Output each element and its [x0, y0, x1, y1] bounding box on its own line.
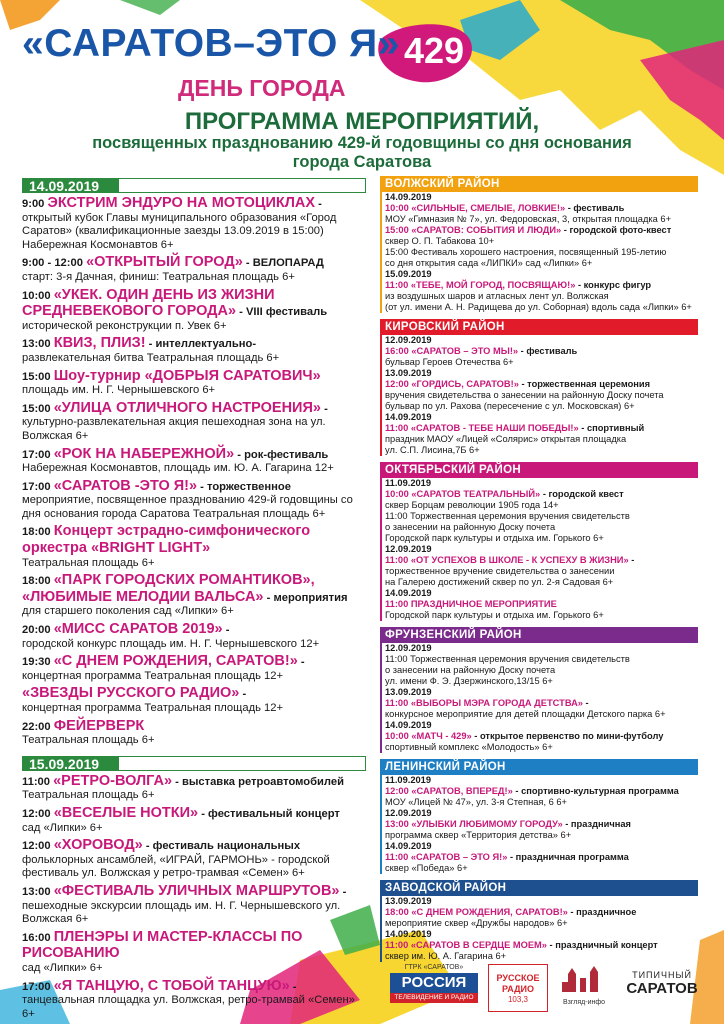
event-name: «РЕТРО-ВОЛГА» — [53, 772, 173, 789]
district-line-main: со дня открытия сада «ЛИПКИ» сад «Липки» 6+ — [385, 258, 593, 268]
district-line-main: сквер «Победа» 6+ — [385, 863, 468, 873]
district-line-main: 11:00 «ВЫБОРЫ МЭРА ГОРОДА ДЕТСТВА» — [385, 698, 583, 708]
district-line-main: МОУ «Лицей № 47», ул. 3-я Степная, 6 6+ — [385, 797, 567, 807]
district-line-main: 11:00 «САРАТОВ - ТЕБЕ НАШИ ПОБЕДЫ!» — [385, 423, 579, 433]
district-block — [380, 462, 698, 621]
district-line — [385, 775, 698, 786]
event-time: 9:00 - 12:00 — [22, 257, 83, 270]
event-tail: - — [320, 402, 328, 415]
district-line — [385, 533, 698, 544]
district-body — [380, 335, 698, 456]
header-title: «САРАТОВ–ЭТО Я» — [22, 22, 400, 65]
program-title: ПРОГРАММА МЕРОПРИЯТИЙ, — [184, 108, 540, 135]
event-time: 12:00 — [22, 840, 51, 853]
event-description: старт: 3-я Дачная, финиш: Театральная площадь 6+ — [22, 270, 295, 283]
district-line — [385, 830, 698, 841]
district-line-main: 11:00 «ТЕБЕ, МОЙ ГОРОД, ПОСВЯЩАЮ!» — [385, 280, 576, 290]
district-line — [385, 599, 698, 610]
district-line-main: 11:00 «ОТ УСПЕХОВ В ШКОЛЕ - К УСПЕХУ В ЖИЗНИ» — [385, 555, 629, 565]
event-description: для старшего поколения сад «Липки» 6+ — [22, 605, 234, 618]
district-line — [385, 390, 698, 401]
event-item — [22, 773, 366, 803]
district-line-main: 11:00 Торжественная церемония вручения свидетельств — [385, 654, 630, 664]
district-line — [385, 786, 698, 797]
event-item — [22, 718, 366, 748]
event-description: фольклорных ансамблей, «ИГРАЙ, ГАРМОНЬ» - городской фестиваль ул. Волжская у ретро-трамвая «Семен» 6+ — [22, 853, 330, 880]
district-line-tail: - праздничное — [567, 907, 637, 917]
district-line-main: 11:00 ПРАЗДНИЧНОЕ МЕРОПРИЯТИЕ — [385, 599, 557, 609]
program-subtitle — [0, 134, 724, 172]
event-tail: - — [339, 885, 347, 898]
event-description: танцевальная площадка ул. Волжская, ретро-трамвай «Семен» 6+ — [22, 994, 355, 1020]
event-name: «УЛИЦА ОТЛИЧНОГО НАСТРОЕНИЯ» — [53, 399, 321, 416]
district-line — [385, 522, 698, 533]
district-line-main: конкурсное мероприятие для детей площадки Детского парка 6+ — [385, 709, 666, 719]
event-name: «С ДНЕМ РОЖДЕНИЯ, САРАТОВ!» — [53, 653, 298, 670]
district-line — [385, 214, 698, 225]
event-name: ЭКСТРИМ ЭНДУРО НА МОТОЦИКЛАХ — [47, 195, 316, 211]
event-name: ПЛЕНЭРЫ И МАСТЕР-КЛАССЫ ПО РИСОВАНИЮ — [22, 928, 303, 962]
tipichny-label: ТИПИЧНЫЙ — [632, 970, 692, 980]
district-line-main: на Галерею достижений сквер по ул. 2-я Садовая 6+ — [385, 577, 614, 587]
district-body — [380, 192, 698, 313]
district-line-main: из воздушных шаров и атласных лент ул. Волжская — [385, 291, 609, 301]
district-line-main: 15.09.2019 — [385, 269, 432, 279]
event-headline — [22, 335, 366, 352]
district-line-tail: - фестиваль — [565, 203, 625, 213]
event-description: Театральная площадь 6+ — [22, 789, 155, 802]
district-line — [385, 896, 698, 907]
district-line — [385, 368, 698, 379]
district-line-main: бульвар по ул. Рахова (пересечение с ул. Московская) 6+ — [385, 401, 635, 411]
event-time: 19:30 — [22, 656, 51, 669]
district-line-main: торжественное вручение свидетельства о занесении — [385, 566, 615, 576]
event-tail: - — [239, 688, 247, 701]
district-header: ФРУНЗЕНСКИЙ РАЙОН — [380, 627, 698, 643]
event-headline — [22, 653, 366, 670]
district-line-main: Городской парк культуры и отдыха им. Горького 6+ — [385, 533, 604, 543]
event-description: Театральная площадь 6+ — [22, 556, 155, 569]
event-headline — [22, 400, 366, 417]
event-item — [22, 621, 366, 651]
event-headline — [22, 718, 366, 735]
event-name: «ЗВЕЗДЫ РУССКОГО РАДИО» — [22, 685, 240, 702]
event-time: 12:00 — [22, 807, 51, 820]
district-line — [385, 401, 698, 412]
event-name: «МИСС САРАТОВ 2019» — [53, 621, 223, 638]
gtrk-label: ГТРК «САРАТОВ» — [404, 964, 464, 971]
event-description: Набережная Космонавтов, площадь им. Ю. А. Гагарина 12+ — [22, 462, 334, 475]
date-bar-day1 — [22, 178, 366, 193]
event-item — [22, 653, 366, 683]
district-line — [385, 269, 698, 280]
event-description: площадь им. Н. Г. Чернышевского 6+ — [22, 384, 216, 397]
district-line-main: сквер О. П. Табакова 10+ — [385, 236, 495, 246]
district-line-main: 15:00 «САРАТОВ: СОБЫТИЯ И ЛЮДИ» — [385, 225, 562, 235]
district-line — [385, 225, 698, 236]
district-line — [385, 951, 698, 962]
district-line-main: о занесении на районную Доску почета — [385, 522, 556, 532]
district-line-main: бульвар Героев Отечества 6+ — [385, 357, 514, 367]
district-line — [385, 863, 698, 874]
date-bar-day2 — [22, 756, 366, 771]
district-line-main: 13.09.2019 — [385, 687, 432, 697]
district-line-tail: - городской фото-квест — [561, 225, 672, 235]
event-headline — [22, 929, 366, 962]
district-line — [385, 731, 698, 742]
event-headline — [22, 621, 366, 638]
district-body — [380, 643, 698, 753]
district-line-main: 12.09.2019 — [385, 808, 432, 818]
district-line — [385, 808, 698, 819]
event-time: 15:00 — [22, 370, 51, 383]
gtrk-russia-logo — [390, 964, 478, 1012]
russia-label: РОССИЯ — [390, 973, 478, 993]
event-tail: - рок-фестиваль — [234, 448, 329, 461]
event-item — [22, 335, 366, 365]
event-item — [22, 978, 366, 1022]
district-line — [385, 797, 698, 808]
event-tail: - — [289, 980, 297, 993]
district-line-tail: - праздничный концерт — [546, 940, 658, 950]
district-block — [380, 627, 698, 753]
event-name: Шоу-турнир «ДОБРЫЯ САРАТОВИЧ» — [53, 367, 321, 384]
district-line — [385, 445, 698, 456]
district-line-tail: - спортивно-культурная программа — [512, 786, 679, 796]
district-line-main: ул. С.П. Лисина,7Б 6+ — [385, 445, 480, 455]
sponsor-logos — [390, 964, 710, 1014]
district-line-main: 14.09.2019 — [385, 588, 432, 598]
event-name: «ОТКРЫТЫЙ ГОРОД» — [86, 254, 243, 271]
event-item — [22, 254, 366, 284]
event-item — [22, 523, 366, 570]
event-headline — [22, 773, 366, 790]
district-line — [385, 687, 698, 698]
event-item — [22, 805, 366, 835]
date-day1: 14.09.2019 — [29, 178, 100, 194]
event-item — [22, 287, 366, 334]
event-time: 17:00 — [22, 448, 51, 461]
district-line-tail: - спортивный — [578, 423, 645, 433]
event-tail: - — [222, 624, 230, 637]
district-header: ЗАВОДСКОЙ РАЙОН — [380, 880, 698, 896]
district-line-main: 11:00 «САРАТОВ – ЭТО Я!» — [385, 852, 508, 862]
city-skyline-icon — [558, 964, 610, 994]
district-line — [385, 335, 698, 346]
event-name: «УКЕК. ОДИН ДЕНЬ ИЗ ЖИЗНИ СРЕДНЕВЕКОВОГО ГОРОДА» — [22, 286, 275, 320]
district-line — [385, 566, 698, 577]
district-line — [385, 379, 698, 390]
event-headline — [22, 805, 366, 822]
event-item — [22, 446, 366, 476]
district-line-main: сквер Борцам революции 1905 года 14+ — [385, 500, 559, 510]
event-headline — [22, 978, 366, 995]
event-description: мероприятие, посвященное празднованию 429-й годовщины со дня основания города Саратова Театральная площадь 6+ — [22, 494, 353, 520]
district-line-main: 10:00 «САРАТОВ ТЕАТРАЛЬНЫЙ» — [385, 489, 541, 499]
district-line-main: 12.09.2019 — [385, 544, 432, 554]
district-line — [385, 907, 698, 918]
event-description: концертная программа Театральная площадь 12+ — [22, 702, 284, 714]
district-line-main: 12:00 «ГОРДИСЬ, САРАТОВ!» — [385, 379, 519, 389]
event-time: 13:00 — [22, 885, 51, 898]
program-subtitle-line-2: города Саратова — [292, 153, 432, 171]
event-description: Театральная площадь 6+ — [22, 734, 155, 747]
district-line — [385, 577, 698, 588]
event-item — [22, 837, 366, 881]
district-line — [385, 588, 698, 599]
event-tail: - мероприятия — [263, 591, 348, 604]
event-item — [22, 685, 366, 715]
district-line-main: спортивный комплекс «Молодость» 6+ — [385, 742, 553, 752]
district-line — [385, 819, 698, 830]
event-item — [22, 368, 366, 398]
district-block — [380, 880, 698, 962]
district-line — [385, 544, 698, 555]
district-line — [385, 918, 698, 929]
district-body — [380, 896, 698, 962]
event-description: развлекательная битва Театральная площадь 6+ — [22, 351, 280, 364]
district-line — [385, 236, 698, 247]
district-line-main: 18:00 «С ДНЕМ РОЖДЕНИЯ, САРАТОВ!» — [385, 907, 568, 917]
district-line — [385, 643, 698, 654]
district-line — [385, 357, 698, 368]
event-headline — [22, 446, 366, 463]
saratov-label: САРАТОВ — [626, 980, 698, 997]
date-day2: 15.09.2019 — [29, 755, 100, 772]
event-description: городской конкурс площадь им. Н. Г. Чернышевского 12+ — [22, 637, 320, 650]
event-tail: - фестивальный концерт — [198, 807, 340, 820]
district-line-main: 11:00 «САРАТОВ В СЕРДЦЕ МОЕМ» — [385, 940, 547, 950]
header-number: 429 — [404, 30, 465, 71]
district-line-main: 11.09.2019 — [385, 478, 432, 488]
district-line — [385, 940, 698, 951]
russia-sublabel: ТЕЛЕВИДЕНИЕ И РАДИО — [390, 993, 478, 1003]
event-time: 17:00 — [22, 980, 51, 993]
tipichny-saratov-logo — [622, 970, 702, 1010]
district-line-main: 10:00 «СИЛЬНЫЕ, СМЕЛЫЕ, ЛОВКИЕ!» — [385, 203, 566, 213]
district-line — [385, 742, 698, 753]
event-name: КВИЗ, ПЛИЗ! — [53, 335, 146, 352]
event-tail: - выставка ретроавтомобилей — [172, 775, 344, 788]
district-line — [385, 423, 698, 434]
district-body — [380, 478, 698, 621]
district-line — [385, 280, 698, 291]
district-line-main: 14.09.2019 — [385, 192, 432, 202]
day2-event-list — [22, 773, 366, 1022]
event-headline — [22, 837, 366, 854]
event-name: ФЕЙЕРВЕРК — [53, 717, 145, 734]
district-line-main: 14.09.2019 — [385, 412, 432, 422]
event-name: «ВЕСЕЛЫЕ НОТКИ» — [53, 804, 199, 821]
district-line-main: (от ул. имени А. Н. Радищева до ул. Соборная) вдоль сада «Липки» 6+ — [385, 302, 692, 312]
event-headline — [22, 523, 366, 556]
event-name: «ПАРК ГОРОДСКИХ РОМАНТИКОВ», «ЛЮБИМЫЕ МЕЛОДИИ ВАЛЬСА» — [22, 572, 315, 605]
event-headline — [22, 883, 366, 900]
district-line — [385, 610, 698, 621]
event-name: «ФЕСТИВАЛЬ УЛИЧНЫХ МАРШРУТОВ» — [53, 882, 340, 899]
event-item — [22, 883, 366, 927]
district-line-main: 14.09.2019 — [385, 841, 432, 851]
district-line-main: МОУ «Гимназия № 7», ул. Федоровская, 3, открытая площадка 6+ — [385, 214, 672, 224]
event-headline — [22, 478, 366, 495]
district-line-main: 10:00 «МАТЧ - 429» — [385, 731, 472, 741]
district-line — [385, 500, 698, 511]
event-time: 13:00 — [22, 338, 51, 351]
event-item — [22, 478, 366, 522]
event-name: «ХОРОВОД» — [53, 837, 143, 854]
district-line-main: праздник МАОУ «Лицей «Солярис» открытая площадка — [385, 434, 627, 444]
district-line-tail: - открытое первенство по мини-футболу — [471, 731, 664, 741]
district-line-tail: - городской квест — [540, 489, 624, 499]
district-line-main: программа сквер «Территория детства» 6+ — [385, 830, 572, 840]
event-name: Концерт эстрадно-симфонического оркестра «BRIGHT LIGHT» — [22, 523, 311, 557]
event-description: открытый кубок Главы муниципального образования «Город Саратов» (квалификационные заезды 13.09.2019 в 15:00) Набережная Космонавтов 6+ — [22, 211, 337, 251]
district-line-main: 15:00 Фестиваль хорошего настроения, посвященный 195-летию — [385, 247, 667, 257]
program-subtitle-line-1: посвященных празднованию 429-й годовщины со дня основания — [92, 134, 632, 152]
event-time: 18:00 — [22, 526, 51, 539]
district-line — [385, 346, 698, 357]
district-line-main: 14.09.2019 — [385, 929, 432, 939]
vzglyad-label: Взгляд-инфо — [563, 999, 605, 1006]
district-line-tail: - — [628, 555, 635, 565]
event-tail: - торжественное — [197, 480, 291, 493]
district-line — [385, 511, 698, 522]
event-time: 22:00 — [22, 720, 51, 733]
event-description: сад «Липки» 6+ — [22, 961, 103, 974]
district-line-main: 13.09.2019 — [385, 368, 432, 378]
event-time: 9:00 — [22, 198, 45, 210]
district-line-tail: - фестиваль — [518, 346, 578, 356]
district-header: ВОЛЖСКИЙ РАЙОН — [380, 176, 698, 192]
district-line — [385, 676, 698, 687]
event-item — [22, 195, 366, 252]
event-headline — [22, 254, 366, 271]
event-headline — [22, 685, 366, 702]
district-line — [385, 852, 698, 863]
city-program-column — [22, 178, 366, 1021]
district-line-tail: - торжественная церемония — [518, 379, 651, 389]
district-line-main: 12.09.2019 — [385, 643, 432, 653]
district-line-tail: - конкурс фигур — [575, 280, 652, 290]
district-line — [385, 434, 698, 445]
district-block — [380, 176, 698, 313]
event-tail: - — [297, 656, 305, 669]
district-line-tail: - — [582, 698, 589, 708]
russkoe-radio-logo — [488, 964, 548, 1012]
district-line — [385, 302, 698, 313]
district-line — [385, 291, 698, 302]
vzglyad-info-logo — [558, 964, 610, 1012]
district-line — [385, 247, 698, 258]
event-tail: - — [315, 198, 322, 210]
district-line-main: 16:00 «САРАТОВ – ЭТО МЫ!» — [385, 346, 519, 356]
district-line — [385, 555, 698, 566]
districts-column — [380, 176, 698, 968]
district-header: КИРОВСКИЙ РАЙОН — [380, 319, 698, 335]
district-line — [385, 841, 698, 852]
district-line — [385, 654, 698, 665]
event-time: 18:00 — [22, 575, 51, 588]
event-tail: - интеллектуально- — [145, 338, 257, 351]
event-item — [22, 400, 366, 444]
district-line — [385, 258, 698, 269]
district-line-main: 13:00 «УЛЫБКИ ЛЮБИМОМУ ГОРОДУ» — [385, 819, 563, 829]
event-time: 20:00 — [22, 624, 51, 637]
district-header: ЛЕНИНСКИЙ РАЙОН — [380, 759, 698, 775]
event-name: «РОК НА НАБЕРЕЖНОЙ» — [53, 445, 235, 462]
district-line-main: 12.09.2019 — [385, 335, 432, 345]
district-line-main: вручения свидетельства о занесении на районную Доску почета — [385, 390, 664, 400]
event-description: культурно-развлекательная акция пешеходная зона на ул. Волжская 6+ — [22, 416, 326, 442]
event-headline — [22, 368, 366, 385]
district-line-main: 12:00 «САРАТОВ, ВПЕРЕД!» — [385, 786, 513, 796]
event-time: 10:00 — [22, 289, 51, 302]
district-line — [385, 929, 698, 940]
district-line-main: о занесении на районную Доску почета — [385, 665, 556, 675]
district-line-main: 11.09.2019 — [385, 775, 432, 785]
event-time: 16:00 — [22, 931, 51, 944]
district-line — [385, 478, 698, 489]
district-line — [385, 665, 698, 676]
district-line-tail: - праздничная — [562, 819, 631, 829]
event-item — [22, 929, 366, 976]
event-description: концертная программа Театральная площадь 12+ — [22, 669, 284, 682]
event-headline — [22, 195, 366, 212]
radio-frequency: 103,3 — [507, 995, 529, 1004]
district-line-tail: - праздничная программа — [507, 852, 629, 862]
day1-event-list — [22, 195, 366, 748]
event-headline — [22, 287, 366, 320]
district-line — [385, 698, 698, 709]
event-time: 17:00 — [22, 480, 51, 493]
event-description: исторической реконструкции п. Увек 6+ — [22, 319, 227, 332]
district-line-main: мероприятие сквер «Дружбы народов» 6+ — [385, 918, 568, 928]
header-subtitle: ДЕНЬ ГОРОДА — [178, 75, 346, 101]
district-line — [385, 412, 698, 423]
district-line-main: ул. имени Ф. Э. Дзержинского,13/15 6+ — [385, 676, 553, 686]
district-line-main: сквер им. Ю. А. Гагарина 6+ — [385, 951, 507, 961]
district-line — [385, 192, 698, 203]
event-description: пешеходные экскурсии площадь им. Н. Г. Чернышевского ул. Волжская 6+ — [22, 899, 341, 926]
district-line — [385, 709, 698, 720]
district-line-main: Городской парк культуры и отдыха им. Горького 6+ — [385, 610, 604, 620]
event-name: «САРАТОВ -ЭТО Я!» — [53, 477, 198, 494]
event-time: 15:00 — [22, 402, 51, 415]
district-line — [385, 720, 698, 731]
event-item — [22, 572, 366, 619]
district-line — [385, 203, 698, 214]
district-block — [380, 759, 698, 874]
district-line-main: 13.09.2019 — [385, 896, 432, 906]
event-headline — [22, 572, 366, 605]
district-block — [380, 319, 698, 456]
event-tail: - VIII фестиваль — [236, 306, 328, 319]
event-tail: - ВЕЛОПАРАД — [242, 257, 324, 270]
district-line-main: 14.09.2019 — [385, 720, 432, 730]
event-time: 11:00 — [22, 775, 50, 788]
radio-label: РУССКОЕ РАДИО — [496, 973, 540, 994]
district-line — [385, 489, 698, 500]
district-line-main: 11:00 Торжественная церемония вручения свидетельств — [385, 511, 630, 521]
event-tail: - фестиваль национальных — [142, 840, 301, 853]
event-name: «Я ТАНЦУЮ, С ТОБОЙ ТАНЦУЮ» — [53, 977, 290, 994]
event-description: сад «Липки» 6+ — [22, 821, 103, 834]
district-body — [380, 775, 698, 874]
district-header: ОКТЯБРЬСКИЙ РАЙОН — [380, 462, 698, 478]
